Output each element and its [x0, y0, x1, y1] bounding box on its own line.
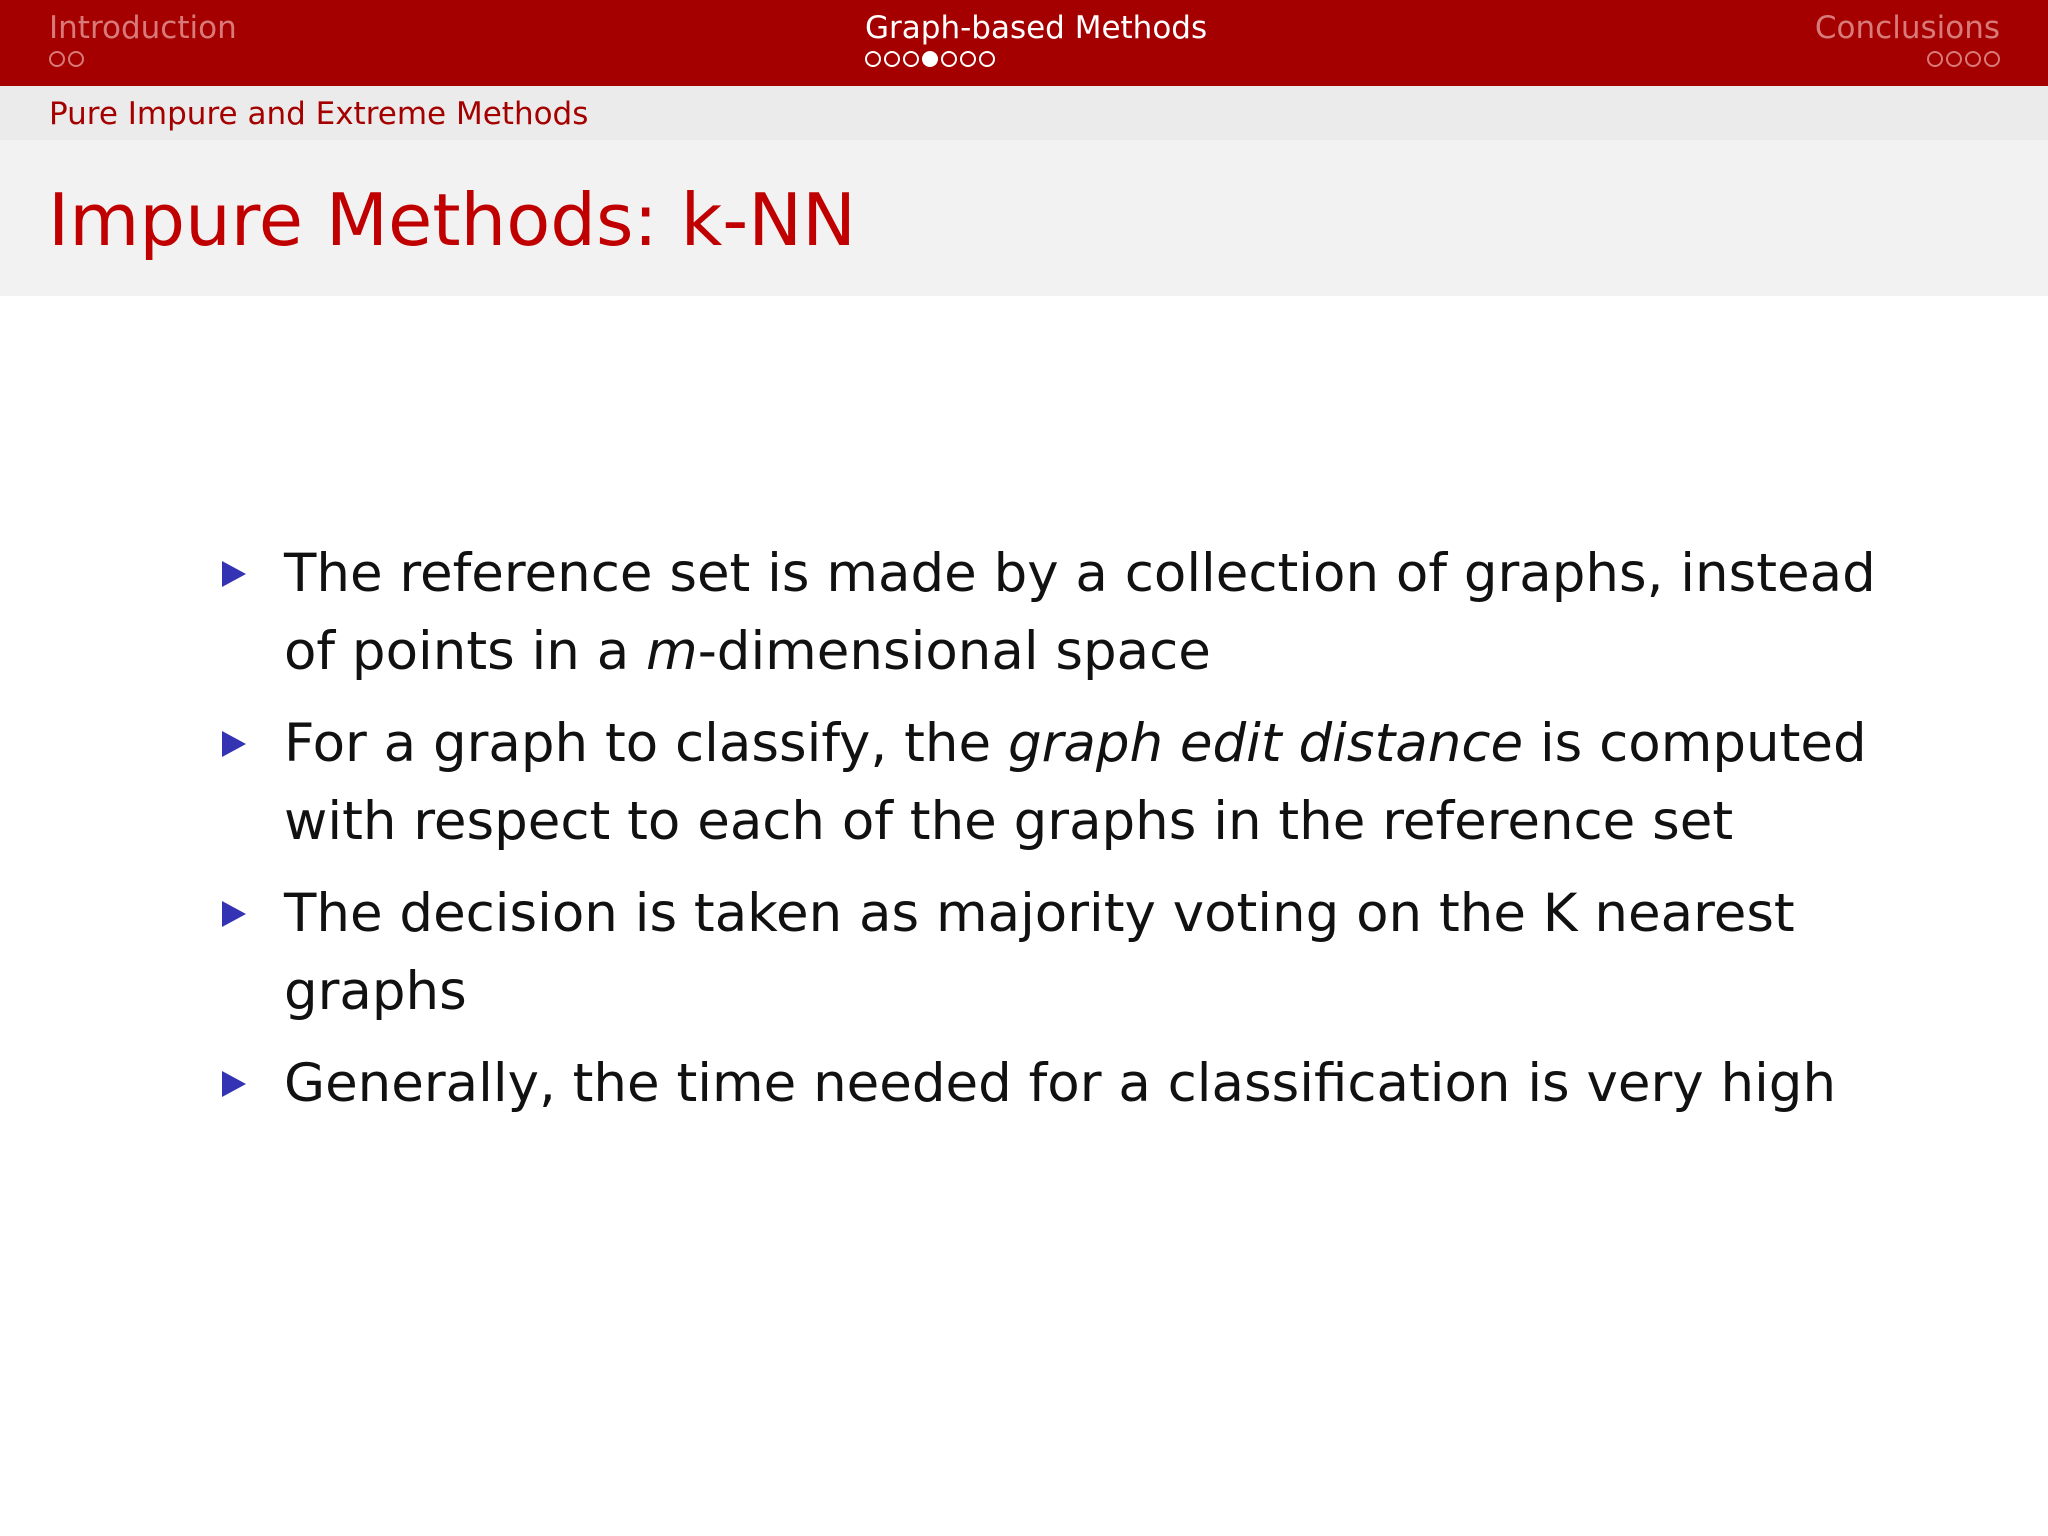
- bullet-text: The reference set is made by a collection of graphs, instead of points in a: [284, 543, 1876, 682]
- frame-title-bar: [0, 140, 2048, 296]
- nav-section-introduction[interactable]: [49, 8, 237, 67]
- slide-title: Impure Methods: k-NN: [48, 178, 856, 262]
- bullet-text: -dimensional space: [697, 621, 1211, 682]
- slide-dot-icon[interactable]: [941, 51, 957, 67]
- slide-dot-icon[interactable]: [1946, 51, 1962, 67]
- nav-section-graph-based-methods[interactable]: [865, 8, 1207, 67]
- bullet-item: [220, 875, 1900, 1031]
- subsection-bar: [0, 86, 2048, 140]
- bullet-emphasis: m: [646, 621, 698, 682]
- slide-dots: [49, 51, 237, 67]
- slide-dots: [865, 51, 1207, 67]
- bullet-emphasis: graph edit distance: [1007, 713, 1524, 774]
- subsection-title[interactable]: Pure Impure and Extreme Methods: [49, 96, 589, 132]
- section-navigation-bar: [0, 0, 2048, 86]
- bullet-list: [220, 535, 1900, 1137]
- slide-dot-icon[interactable]: [1965, 51, 1981, 67]
- triangle-bullet-icon: [222, 561, 246, 587]
- slide-dot-icon[interactable]: [1984, 51, 2000, 67]
- bullet-text: is computed with respect to each of the graphs in the reference set: [284, 713, 1867, 852]
- triangle-bullet-icon: [222, 1071, 246, 1097]
- bullet-text: For a graph to classify, the: [284, 713, 1008, 774]
- bullet-text: Generally, the time needed for a classification is very high: [284, 1053, 1837, 1114]
- bullet-text: The decision is taken as majority voting on the K nearest graphs: [284, 883, 1795, 1022]
- triangle-bullet-icon: [222, 731, 246, 757]
- bullet-item: [220, 705, 1900, 861]
- nav-section-label: Introduction: [49, 10, 237, 46]
- slide-dot-icon[interactable]: [884, 51, 900, 67]
- slide-dot-icon[interactable]: [960, 51, 976, 67]
- slide-dot-icon[interactable]: [979, 51, 995, 67]
- slide-dots: [1815, 51, 2000, 67]
- slide-dot-icon[interactable]: [865, 51, 881, 67]
- slide-dot-icon[interactable]: [68, 51, 84, 67]
- triangle-bullet-icon: [222, 901, 246, 927]
- nav-section-conclusions[interactable]: [1815, 8, 2000, 67]
- nav-section-label: Conclusions: [1814, 10, 2000, 46]
- bullet-item: [220, 1045, 1900, 1123]
- current-slide-dot-icon[interactable]: [922, 51, 938, 67]
- slide-dot-icon[interactable]: [903, 51, 919, 67]
- nav-section-label: Graph-based Methods: [865, 10, 1208, 46]
- bullet-item: [220, 535, 1900, 691]
- slide-dot-icon[interactable]: [1927, 51, 1943, 67]
- slide-dot-icon[interactable]: [49, 51, 65, 67]
